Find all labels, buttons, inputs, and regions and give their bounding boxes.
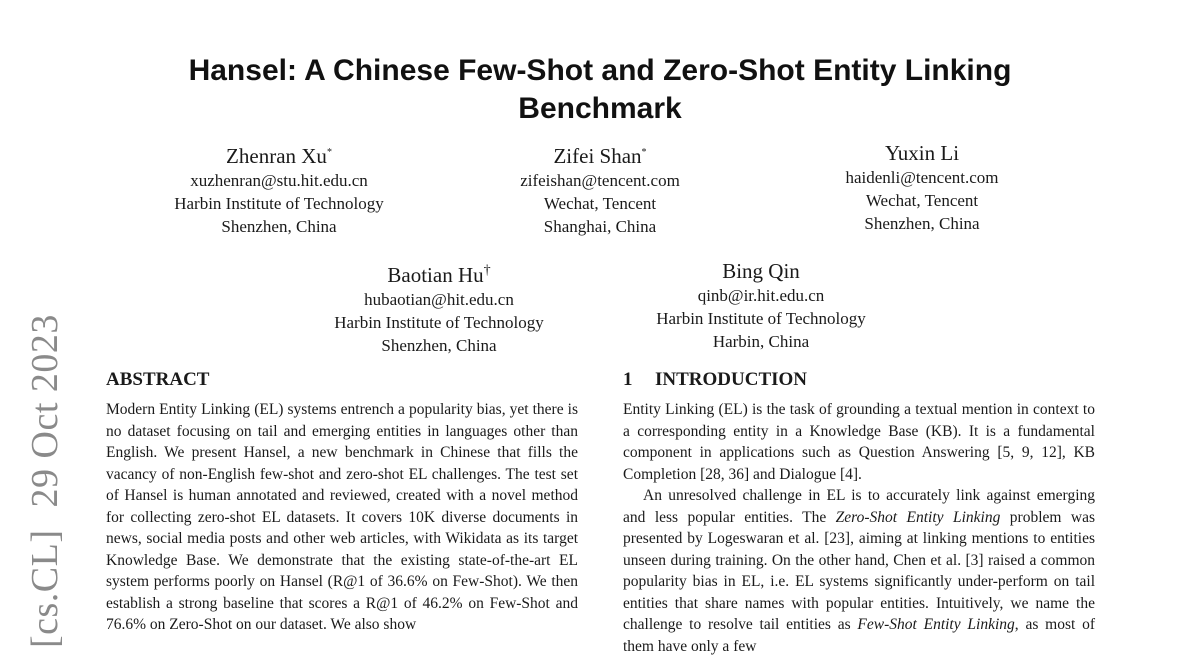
title-line-2: Benchmark xyxy=(518,92,682,125)
author-location: Harbin, China xyxy=(712,332,810,351)
intro-text: problem was presented by Logeswaran et al. [23], aiming at linking mentions to entities unseen during training. On the other hand, Chen et al. [3] raised a common popularity bias in EL, i.e. EL systems significantly under-perform on tail entities that share names with popular entities. Intuitively, we name the challenge to resolve tail entities as xyxy=(623,508,1096,633)
abstract-body xyxy=(106,399,578,636)
author-email: qinb@ir.hit.edu.cn xyxy=(697,286,825,305)
zero-shot-term: Zero-Shot Entity Linking xyxy=(835,508,1001,526)
author-email: hubaotian@hit.edu.cn xyxy=(364,290,514,309)
author-affiliation: Wechat, Tencent xyxy=(543,194,657,213)
author-location: Shenzhen, China xyxy=(381,336,497,355)
author-affiliation: Wechat, Tencent xyxy=(865,191,979,210)
author-name: Zifei Shan xyxy=(553,144,642,168)
author-block-1 xyxy=(129,140,429,238)
author-email: zifeishan@tencent.com xyxy=(520,171,680,190)
author-location: Shenzhen, China xyxy=(221,217,337,236)
section-number: 1 xyxy=(623,369,633,390)
author-name: Zhenran Xu xyxy=(226,144,327,168)
equal-contribution-mark: * xyxy=(641,147,647,158)
author-name: Bing Qin xyxy=(722,259,800,283)
section-title: INTRODUCTION xyxy=(655,369,808,390)
author-name: Baotian Hu xyxy=(387,263,484,287)
few-shot-term: Few-Shot Entity Linking xyxy=(857,616,1015,633)
author-affiliation: Harbin Institute of Technology xyxy=(656,309,866,328)
author-location: Shanghai, China xyxy=(543,217,657,236)
introduction-body xyxy=(623,399,1095,657)
author-email: xuzhenran@stu.hit.edu.cn xyxy=(190,171,368,190)
arxiv-stamp xyxy=(22,314,68,648)
author-email: haidenli@tencent.com xyxy=(845,168,999,187)
intro-text: , as most of them have only a few xyxy=(623,616,1095,655)
corresponding-author-mark: † xyxy=(483,263,491,278)
title-line-1: Hansel: A Chinese Few-Shot and Zero-Shot Entity Linking xyxy=(188,54,1012,87)
author-block-2 xyxy=(450,140,750,238)
author-affiliation: Harbin Institute of Technology xyxy=(334,313,544,332)
abstract-heading: ABSTRACT xyxy=(106,369,210,390)
arxiv-category: [cs.CL] xyxy=(24,529,66,648)
equal-contribution-mark: * xyxy=(326,147,332,158)
intro-paragraph-1: Entity Linking (EL) is the task of grounding a textual mention in context to a corresponding entity in a Knowledge Base (KB). It is a fundamental component in applications such as Question Answering [5, 9, 12], KB Completion [28, 36] and Dialogue [4]. xyxy=(623,401,1095,483)
abstract-text: Modern Entity Linking (EL) systems entrench a popularity bias, yet there is no dataset focusing on tail and emerging entities in languages other than English. We present Hansel, a new benchmark in Chinese that fills the vacancy of non-English few-shot and zero-shot EL challenges. The test set of Hansel is human annotated and reviewed, created with a novel method for collecting zero-shot EL datasets. It covers 10K diverse documents in news, social media posts and other web articles, with Wikidata as its target Knowledge Base. We demonstrate that the existing state-of-the-art EL system performs poorly on Hansel (R@1 of 36.6% on Few-Shot). We then establish a strong baseline that scores a R@1 of 46.2% on Few-Shot and 76.6% on Zero-Shot on our dataset. We also show xyxy=(106,401,578,633)
arxiv-date: 29 Oct 2023 xyxy=(24,314,66,508)
intro-paragraph-2 xyxy=(623,485,1095,657)
introduction-heading xyxy=(623,368,807,392)
author-name: Yuxin Li xyxy=(884,141,960,165)
paper-title xyxy=(100,52,1100,128)
author-affiliation: Harbin Institute of Technology xyxy=(174,194,384,213)
intro-text: An unresolved challenge in EL is to accurately link against emerging and less popular entities. The xyxy=(623,487,1095,526)
author-block-5 xyxy=(611,258,911,353)
author-block-3 xyxy=(772,140,1072,235)
author-location: Shenzhen, China xyxy=(864,214,980,233)
author-block-4 xyxy=(289,258,589,357)
